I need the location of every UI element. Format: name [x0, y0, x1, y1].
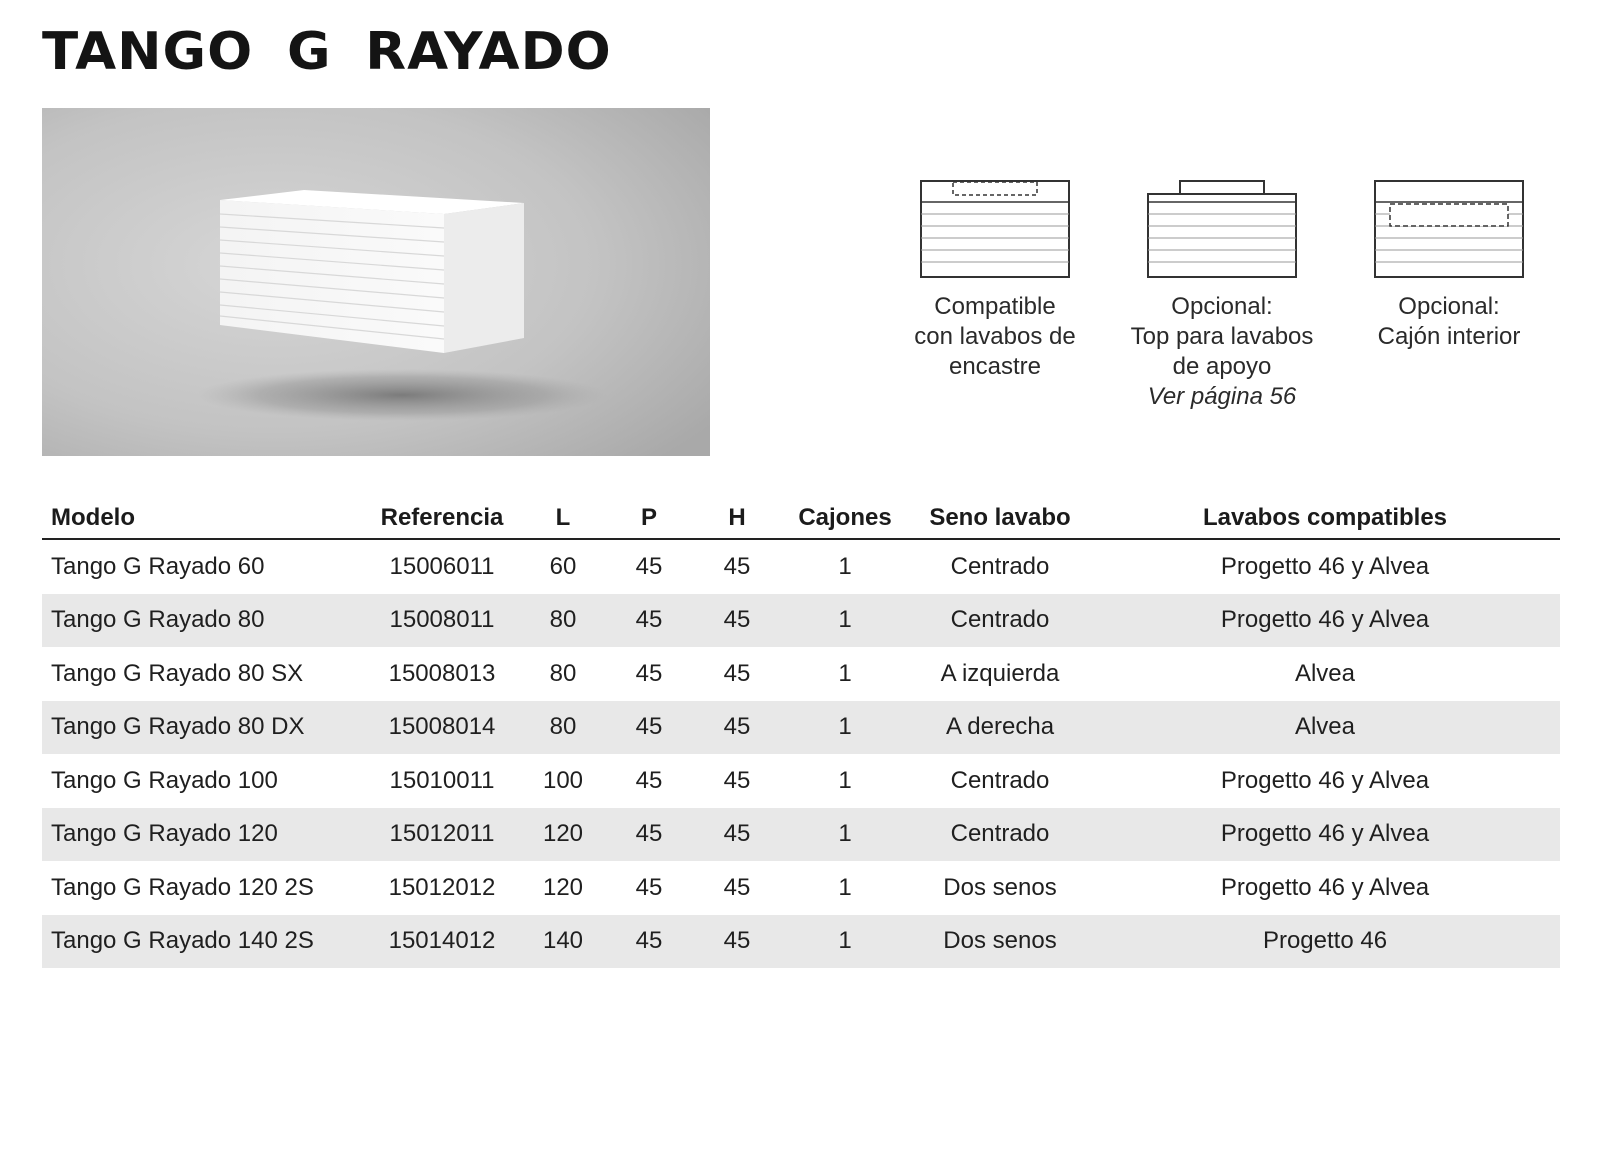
cell-l: 100 [542, 766, 584, 794]
cell-l: 120 [542, 873, 584, 901]
cell-l: 80 [522, 701, 604, 755]
feature-line: de apoyo [1172, 353, 1272, 380]
cell-lavabos-compatibles: Progetto 46 y Alvea [1220, 552, 1430, 580]
page-title: TANGO G RAYADO [42, 22, 612, 82]
cell-seno-lavabo: Centrado [950, 766, 1050, 794]
cell-referencia: 15008011 [362, 594, 522, 648]
cell-modelo: Tango G Rayado 120 2S [51, 873, 314, 901]
features-panel [890, 180, 1570, 440]
header-seno-lavabo: Seno lavabo [910, 498, 1090, 539]
cell-h: 45 [723, 766, 751, 794]
table-header-row [42, 498, 1560, 539]
cell-lavabos-compatibles: Alvea [1294, 659, 1356, 687]
cell-referencia: 15012012 [388, 873, 496, 901]
header-p: P [604, 498, 694, 539]
cell-referencia: 15006011 [389, 552, 495, 580]
cell-cajones: 1 [838, 873, 852, 901]
inner-drawer-icon [1374, 180, 1524, 278]
cabinet-side [444, 203, 524, 353]
cell-seno-lavabo: Centrado [910, 594, 1090, 648]
cell-lavabos-compatibles: Alvea [1090, 701, 1560, 755]
cell-cajones: 1 [838, 766, 852, 794]
cabinet-shadow [197, 369, 607, 421]
feature-text-inset-sink [890, 292, 1100, 382]
cell-lavabos-compatibles: Progetto 46 [1090, 915, 1560, 969]
feature-inset-sink [890, 180, 1100, 382]
models-table [42, 498, 1560, 968]
cell-seno-lavabo: Centrado [950, 552, 1050, 580]
cell-l: 80 [522, 594, 604, 648]
header-referencia: Referencia [362, 498, 522, 539]
cell-p: 45 [635, 766, 663, 794]
cell-seno-lavabo: Dos senos [910, 915, 1090, 969]
cell-modelo: Tango G Rayado 80 SX [51, 659, 304, 687]
feature-line: Opcional: [1171, 293, 1273, 320]
table-row [42, 539, 1560, 594]
cell-lavabos-compatibles: Progetto 46 y Alvea [1220, 873, 1430, 901]
cell-p: 45 [604, 915, 694, 969]
table-row [42, 701, 1560, 755]
feature-line: Compatible [934, 293, 1056, 320]
table-row [42, 861, 1560, 915]
cell-p: 45 [604, 808, 694, 862]
cell-cajones: 1 [838, 659, 852, 687]
feature-line: Opcional: [1398, 293, 1500, 320]
cell-p: 45 [604, 594, 694, 648]
cell-cajones: 1 [780, 915, 910, 969]
table-row [42, 915, 1560, 969]
cell-h: 45 [694, 594, 780, 648]
feature-line: Cajón interior [1377, 323, 1521, 350]
cell-referencia: 15014012 [362, 915, 522, 969]
cell-seno-lavabo: Dos senos [943, 873, 1057, 901]
table-row [42, 647, 1560, 701]
header-modelo: Modelo [42, 498, 362, 539]
feature-page-reference: Ver página 56 [1147, 383, 1297, 410]
cell-cajones: 1 [780, 808, 910, 862]
cell-l: 140 [522, 915, 604, 969]
cell-l: 80 [549, 659, 577, 687]
feature-text-top-countertop [1117, 292, 1327, 412]
cell-lavabos-compatibles: Progetto 46 y Alvea [1090, 808, 1560, 862]
cell-l: 60 [549, 552, 577, 580]
cell-referencia: 15012011 [362, 808, 522, 862]
cell-modelo: Tango G Rayado 120 [42, 808, 362, 862]
cabinet-photo [42, 108, 710, 456]
feature-inner-drawer [1344, 180, 1554, 352]
cell-h: 45 [723, 552, 751, 580]
cell-referencia: 15008013 [388, 659, 496, 687]
cell-h: 45 [723, 659, 751, 687]
cell-h: 45 [694, 808, 780, 862]
cell-cajones: 1 [780, 594, 910, 648]
header-lavabos-compatibles: Lavabos compatibles [1090, 498, 1560, 539]
feature-line: encastre [948, 353, 1042, 380]
cell-p: 45 [635, 659, 663, 687]
feature-line: con lavabos de [914, 323, 1076, 350]
cell-cajones: 1 [838, 552, 852, 580]
feature-text-inner-drawer [1344, 292, 1554, 352]
top-countertop-icon [1147, 180, 1297, 278]
cell-h: 45 [723, 873, 751, 901]
cell-seno-lavabo: Centrado [910, 808, 1090, 862]
feature-top-countertop [1117, 180, 1327, 412]
cell-modelo: Tango G Rayado 80 DX [42, 701, 362, 755]
cell-seno-lavabo: A derecha [910, 701, 1090, 755]
table-row [42, 594, 1560, 648]
header-l: L [522, 498, 604, 539]
cell-lavabos-compatibles: Progetto 46 y Alvea [1090, 594, 1560, 648]
cell-modelo: Tango G Rayado 80 [42, 594, 362, 648]
cabinet-photo-svg [42, 108, 710, 456]
cell-h: 45 [694, 701, 780, 755]
cell-p: 45 [635, 552, 663, 580]
cell-referencia: 15010011 [389, 766, 495, 794]
cell-modelo: Tango G Rayado 140 2S [42, 915, 362, 969]
cell-p: 45 [635, 873, 663, 901]
table-row [42, 808, 1560, 862]
cell-p: 45 [604, 701, 694, 755]
inset-sink-icon [920, 180, 1070, 278]
cell-referencia: 15008014 [362, 701, 522, 755]
header-cajones: Cajones [780, 498, 910, 539]
feature-line: Top para lavabos [1130, 323, 1314, 350]
cell-l: 120 [522, 808, 604, 862]
cell-seno-lavabo: A izquierda [940, 659, 1060, 687]
table-row [42, 754, 1560, 808]
cell-modelo: Tango G Rayado 100 [51, 766, 278, 794]
cell-lavabos-compatibles: Progetto 46 y Alvea [1220, 766, 1430, 794]
cell-cajones: 1 [780, 701, 910, 755]
cell-h: 45 [694, 915, 780, 969]
header-h: H [694, 498, 780, 539]
cell-modelo: Tango G Rayado 60 [51, 552, 265, 580]
